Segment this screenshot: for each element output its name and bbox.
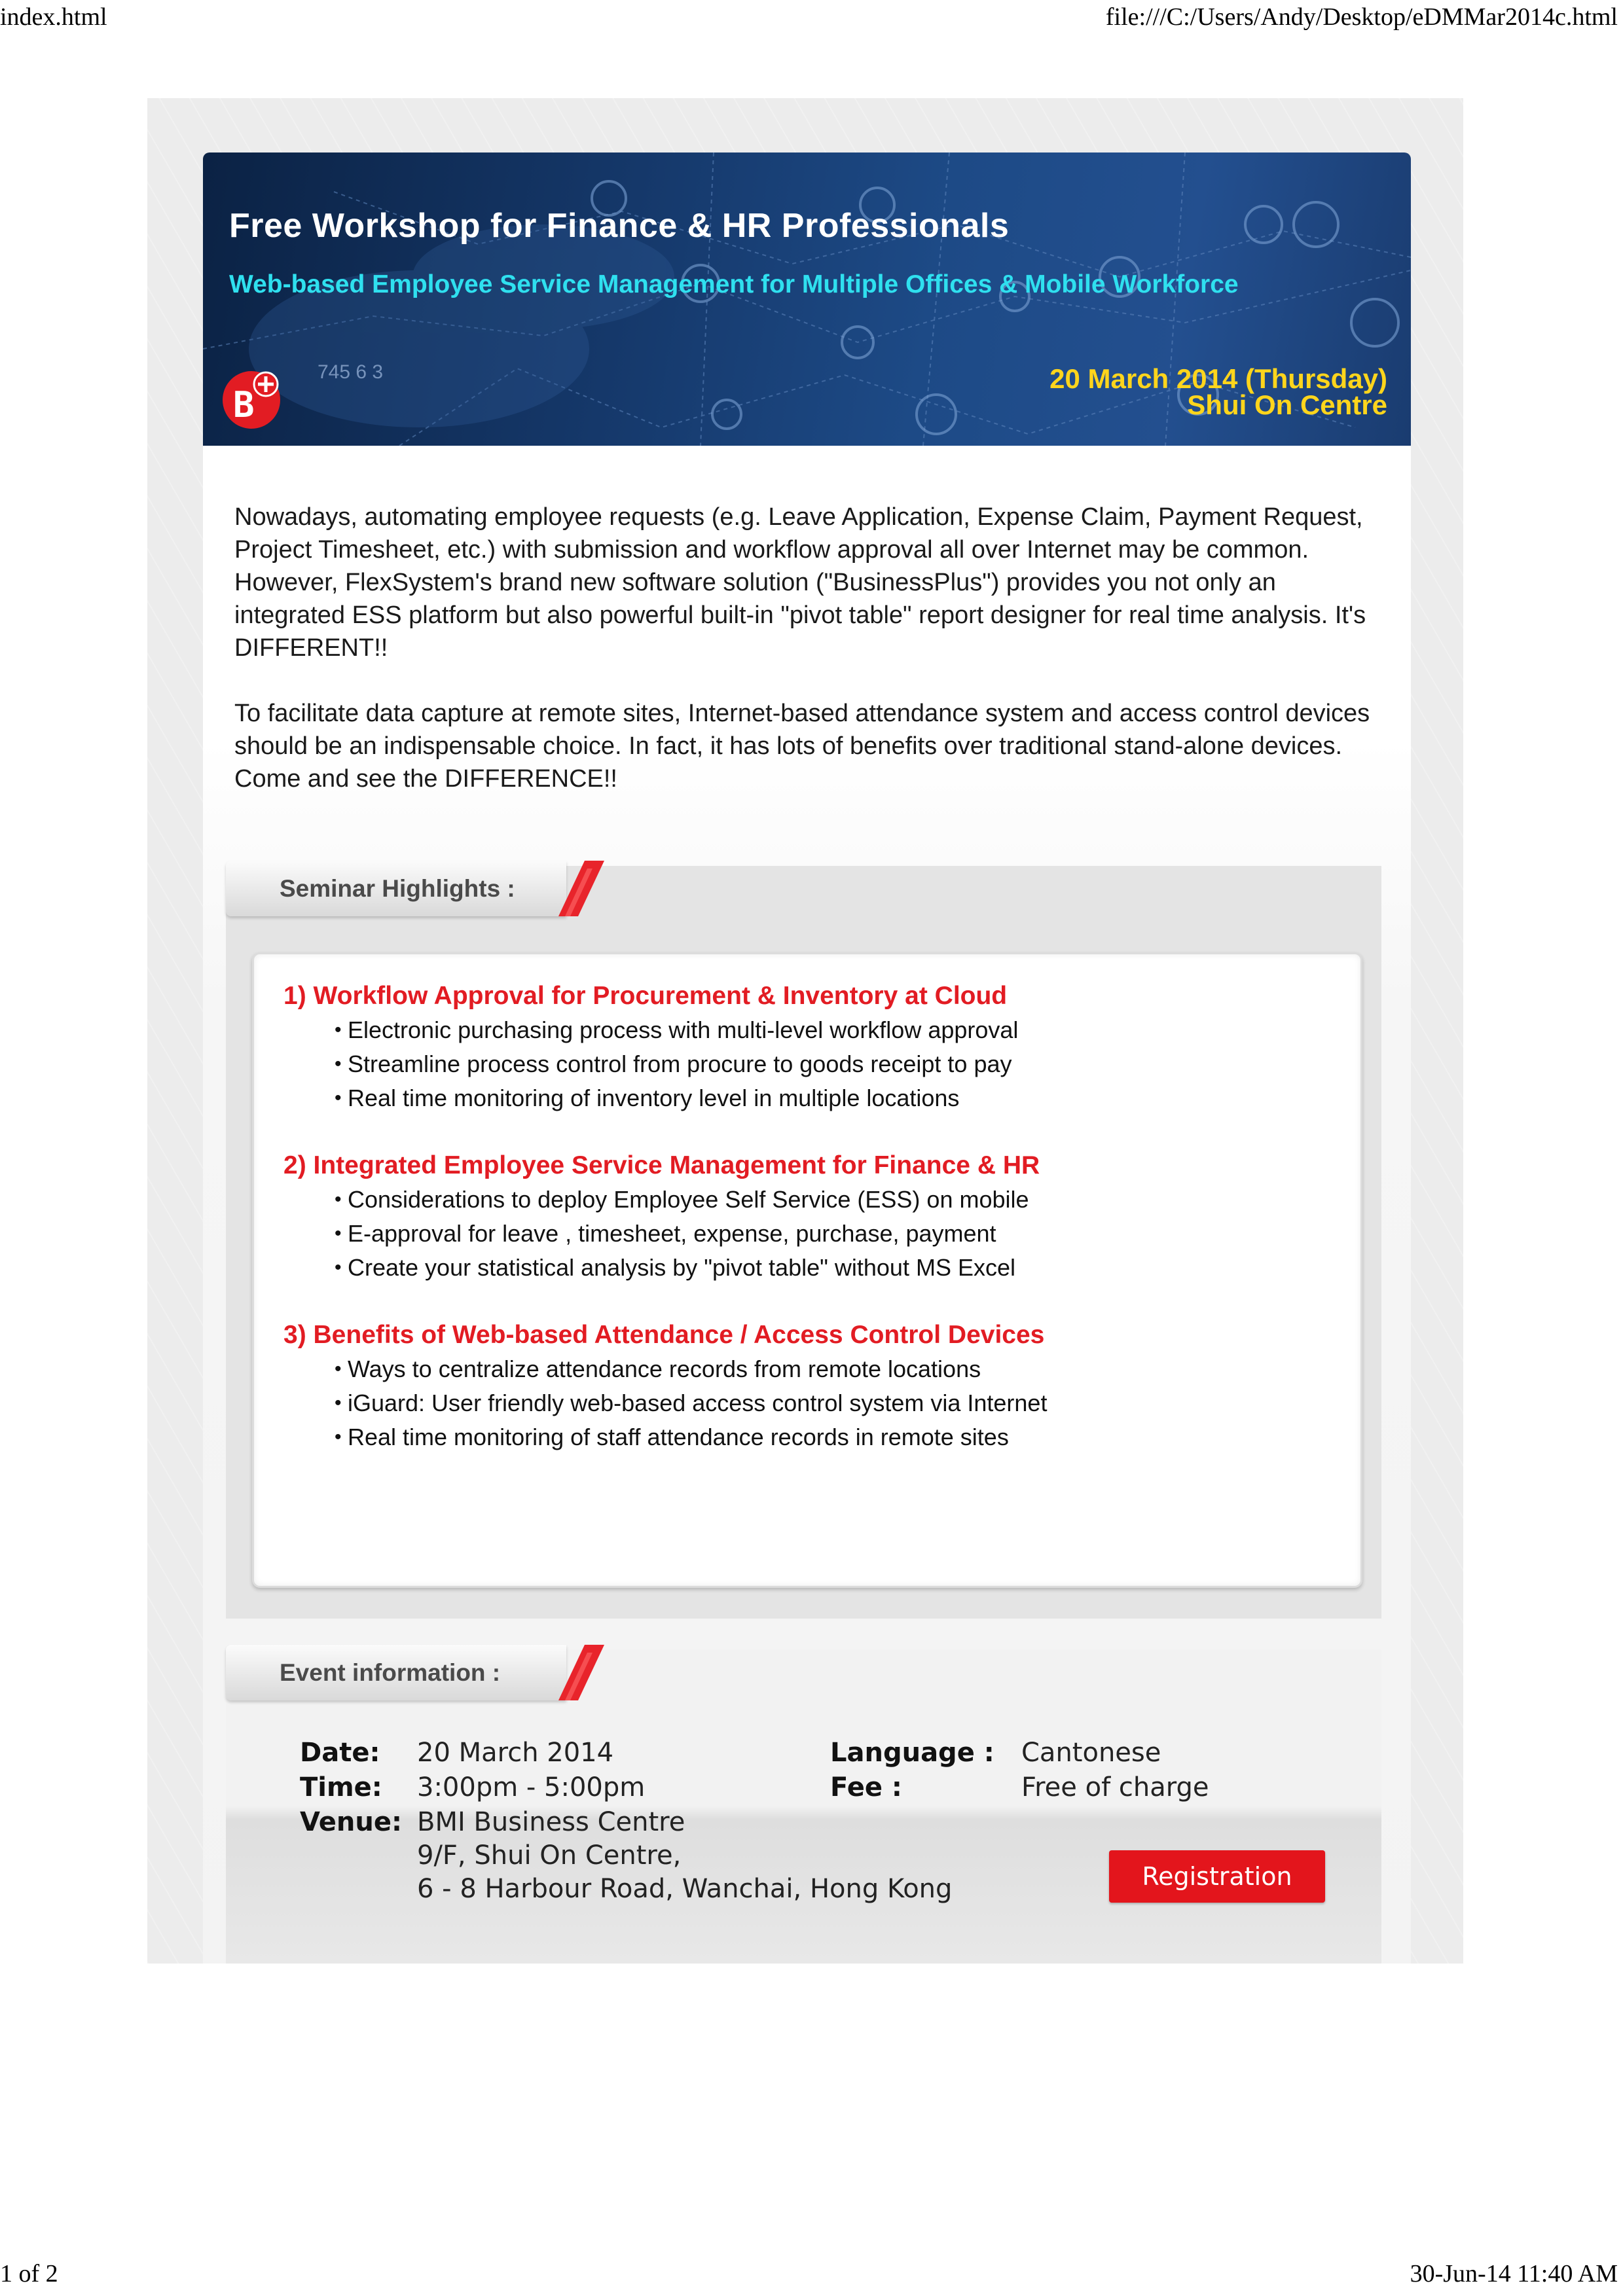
language-label: Language : bbox=[830, 1738, 994, 1768]
tab-red-stripe-icon bbox=[558, 1645, 604, 1700]
fee-label: Fee : bbox=[830, 1772, 902, 1803]
highlight-section-2 bbox=[283, 1149, 1357, 1285]
highlights-tab bbox=[226, 861, 606, 916]
list-item: • Create your statistical analysis by "pivot table" without MS Excel bbox=[335, 1251, 1357, 1285]
event-tab-label: Event information : bbox=[280, 1659, 501, 1686]
fee-value: Free of charge bbox=[1021, 1772, 1209, 1803]
list-item: • E-approval for leave , timesheet, expense, purchase, payment bbox=[335, 1217, 1357, 1251]
logo-letter: B bbox=[233, 384, 255, 425]
highlight-bullet-list bbox=[283, 1183, 1357, 1285]
intro-paragraph-1: Nowadays, automating employee requests (e.g. Leave Application, Expense Claim, Payment Request, Project Timesheet, etc.) with submission and workflow approval all over Internet may be common. However, FlexSystem's brand new software solution ("BusinessPlus") provides you not only an integrated ESS platform but also powerful built-in "pivot table" report designer for real time analysis. It's DIFFERENT!! bbox=[234, 503, 1366, 662]
date-value: 20 March 2014 bbox=[417, 1738, 614, 1768]
banner-subtitle: Web-based Employee Service Management for Multiple Offices & Mobile Workforce bbox=[229, 270, 1239, 298]
list-item: • Ways to centralize attendance records from remote locations bbox=[335, 1352, 1357, 1386]
banner-date: 20 March 2014 (Thursday) bbox=[1049, 363, 1387, 394]
intro-paragraph-2: To facilitate data capture at remote sites, Internet-based attendance system and access control devices should be an indispensable choice. In fact, it has lots of benefits over traditional stand-alone devices. Come and see the DIFFERENCE!! bbox=[234, 700, 1370, 793]
map-digits: 745 6 3 bbox=[318, 361, 384, 383]
venue-line-2: 9/F, Shui On Centre, bbox=[417, 1840, 682, 1871]
highlight-section-title: 1) Workflow Approval for Procurement & Inventory at Cloud bbox=[283, 982, 1008, 1010]
highlights-tab-label: Seminar Highlights : bbox=[280, 875, 515, 902]
print-header-url: file:///C:/Users/Andy/Desktop/eDMMar2014c.html bbox=[1105, 3, 1618, 31]
list-item: • Real time monitoring of inventory level in multiple locations bbox=[335, 1081, 1357, 1115]
list-item: • iGuard: User friendly web-based access control system via Internet bbox=[335, 1386, 1357, 1420]
highlight-section-title: 2) Integrated Employee Service Management for Finance & HR bbox=[283, 1151, 1040, 1179]
venue-line-1: BMI Business Centre bbox=[417, 1807, 685, 1837]
banner-venue: Shui On Centre bbox=[1187, 389, 1387, 420]
highlight-bullet-list bbox=[283, 1013, 1357, 1115]
banner-title: Free Workshop for Finance & HR Professionals bbox=[229, 207, 1010, 245]
time-label: Time: bbox=[300, 1772, 382, 1803]
hero-banner bbox=[203, 152, 1411, 446]
print-timestamp: 30-Jun-14 11:40 AM bbox=[1410, 2260, 1618, 2287]
list-item: • Electronic purchasing process with multi-level workflow approval bbox=[335, 1013, 1357, 1047]
tab-red-stripe-icon bbox=[558, 861, 604, 916]
venue-line-3: 6 - 8 Harbour Road, Wanchai, Hong Kong bbox=[417, 1874, 953, 1904]
highlight-bullet-list bbox=[283, 1352, 1357, 1454]
highlight-section-title: 3) Benefits of Web-based Attendance / Access Control Devices bbox=[283, 1321, 1045, 1349]
list-item: • Considerations to deploy Employee Self Service (ESS) on mobile bbox=[335, 1183, 1357, 1217]
date-label: Date: bbox=[300, 1738, 380, 1768]
page-count: 1 of 2 bbox=[0, 2260, 58, 2287]
print-header bbox=[0, 0, 1623, 33]
language-value: Cantonese bbox=[1021, 1738, 1161, 1768]
highlight-section-1 bbox=[283, 979, 1357, 1115]
list-item: • Real time monitoring of staff attendance records in remote sites bbox=[335, 1420, 1357, 1454]
venue-label: Venue: bbox=[300, 1807, 402, 1837]
print-header-filename: index.html bbox=[0, 3, 107, 31]
time-value: 3:00pm - 5:00pm bbox=[417, 1772, 646, 1803]
intro-text bbox=[234, 501, 1387, 828]
print-footer bbox=[0, 2257, 1623, 2289]
highlight-section-3 bbox=[283, 1318, 1357, 1454]
registration-button[interactable]: Registration bbox=[1109, 1850, 1325, 1903]
list-item: • Streamline process control from procure to goods receipt to pay bbox=[335, 1047, 1357, 1081]
event-tab bbox=[226, 1645, 606, 1700]
businessplus-logo-icon bbox=[219, 366, 288, 429]
